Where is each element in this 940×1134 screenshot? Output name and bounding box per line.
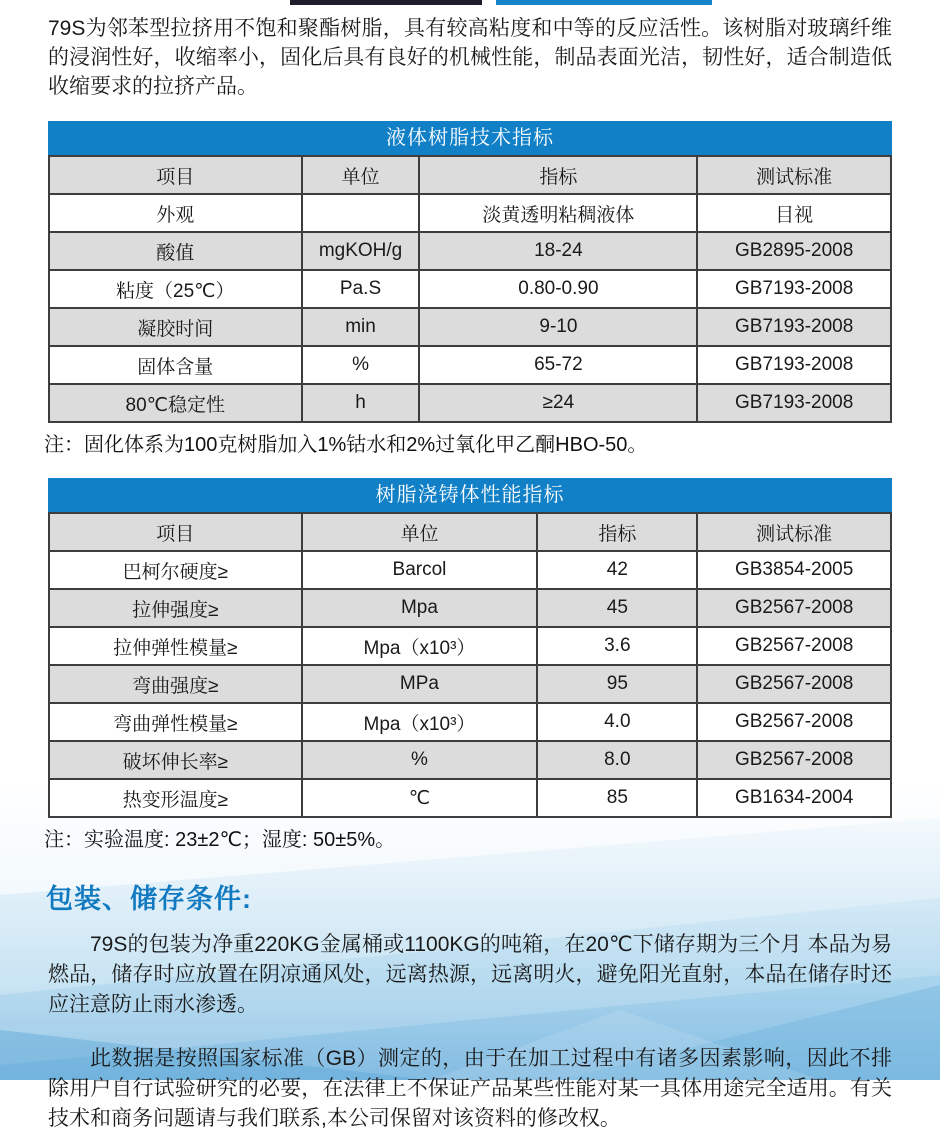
table-cell: 18-24	[419, 232, 697, 270]
column-header: 测试标准	[697, 513, 891, 551]
storage-paragraph-2: 此数据是按照国家标准（GB）测定的，由于在加工过程中有诸多因素影响，因此不排除用户自行试验研究的必要，在法律上不保证产品某些性能对某一具体用途完全适用。有关技术和商务问题请与我们联系,本公司保留对该资料的修改权。	[48, 1047, 892, 1130]
table-cell: 破坏伸长率≥	[49, 741, 302, 779]
table-cell: ≥24	[419, 384, 697, 422]
table-cell: 42	[537, 551, 697, 589]
table-cell: GB7193-2008	[697, 346, 891, 384]
table-cell: 弯曲弹性模量≥	[49, 703, 302, 741]
table-cell: 45	[537, 589, 697, 627]
header-row	[49, 156, 891, 194]
table-row	[49, 232, 891, 270]
table-cell: ℃	[302, 779, 538, 817]
liquid-resin-table-section	[48, 121, 892, 423]
table-cell: 热变形温度≥	[49, 779, 302, 817]
table-row	[49, 665, 891, 703]
table-cell: GB7193-2008	[697, 384, 891, 422]
table-cell: Barcol	[302, 551, 538, 589]
table-cell: Mpa（x10³）	[302, 703, 538, 741]
table-cell: 4.0	[537, 703, 697, 741]
table-cell: 拉伸弹性模量≥	[49, 627, 302, 665]
casting-performance-table	[48, 512, 892, 818]
column-header: 项目	[49, 156, 302, 194]
table-cell: 9-10	[419, 308, 697, 346]
table-cell: 巴柯尔硬度≥	[49, 551, 302, 589]
table-cell: Mpa（x10³）	[302, 627, 538, 665]
table-cell: 85	[537, 779, 697, 817]
storage-heading: 包装、储存条件:	[46, 884, 252, 914]
column-header: 指标	[419, 156, 697, 194]
table-cell: 80℃稳定性	[49, 384, 302, 422]
casting-performance-table-section	[48, 478, 892, 818]
table-cell: 0.80-0.90	[419, 270, 697, 308]
table-cell: GB2567-2008	[697, 589, 891, 627]
table-row	[49, 194, 891, 232]
header-row	[49, 513, 891, 551]
table-row	[49, 270, 891, 308]
table-cell: 淡黄透明粘稠液体	[419, 194, 697, 232]
table-cell: GB7193-2008	[697, 270, 891, 308]
storage-paragraph-1: 79S的包装为净重220KG金属桶或1100KG的吨箱，在20℃下储存期为三个月 本品为易燃品，储存时应放置在阴凉通风处，远离热源，远离明火，避免阳光直射，本品在储存时还应注意防止雨水渗透。	[48, 933, 892, 1016]
note-2: 注：实验温度: 23±2℃；湿度: 50±5%。	[44, 829, 396, 851]
table-row	[49, 384, 891, 422]
table-cell: GB3854-2005	[697, 551, 891, 589]
column-header: 项目	[49, 513, 302, 551]
table-row	[49, 779, 891, 817]
table-cell: %	[302, 741, 538, 779]
table-cell: 固体含量	[49, 346, 302, 384]
table-row	[49, 627, 891, 665]
note-1: 注：固化体系为100克树脂加入1%钴水和2%过氧化甲乙酮HBO-50。	[44, 434, 648, 456]
liquid-resin-table-title: 液体树脂技术指标	[48, 121, 892, 155]
table-cell: 目视	[697, 194, 891, 232]
table-cell: GB2567-2008	[697, 627, 891, 665]
table-row	[49, 703, 891, 741]
table-cell: 外观	[49, 194, 302, 232]
table-cell: GB2567-2008	[697, 703, 891, 741]
table-cell: GB7193-2008	[697, 308, 891, 346]
table-cell: 凝胶时间	[49, 308, 302, 346]
table-row	[49, 308, 891, 346]
table-row	[49, 741, 891, 779]
column-header: 测试标准	[697, 156, 891, 194]
table-cell: 酸值	[49, 232, 302, 270]
table-cell: Pa.S	[302, 270, 420, 308]
column-header: 单位	[302, 156, 420, 194]
table-cell: MPa	[302, 665, 538, 703]
casting-performance-table-title: 树脂浇铸体性能指标	[48, 478, 892, 512]
table-cell: GB1634-2004	[697, 779, 891, 817]
column-header: 单位	[302, 513, 538, 551]
table-cell: min	[302, 308, 420, 346]
table-cell: 拉伸强度≥	[49, 589, 302, 627]
table-cell: 粘度（25℃）	[49, 270, 302, 308]
table-cell: 95	[537, 665, 697, 703]
table-cell: h	[302, 384, 420, 422]
liquid-resin-table	[48, 155, 892, 423]
table-cell: GB2567-2008	[697, 741, 891, 779]
table-cell	[302, 194, 420, 232]
table-cell: %	[302, 346, 420, 384]
intro-paragraph: 79S为邻苯型拉挤用不饱和聚酯树脂，具有较高粘度和中等的反应活性。该树脂对玻璃纤维的浸润性好，收缩率小，固化后具有良好的机械性能，制品表面光洁，韧性好，适合制造低收缩要求的拉挤产品。	[48, 17, 892, 98]
table-row	[49, 589, 891, 627]
column-header: 指标	[537, 513, 697, 551]
table-cell: 65-72	[419, 346, 697, 384]
table-row	[49, 551, 891, 589]
table-row	[49, 346, 891, 384]
table-cell: 3.6	[537, 627, 697, 665]
table-cell: GB2895-2008	[697, 232, 891, 270]
table-cell: Mpa	[302, 589, 538, 627]
table-cell: GB2567-2008	[697, 665, 891, 703]
table-cell: 弯曲强度≥	[49, 665, 302, 703]
table-cell: mgKOH/g	[302, 232, 420, 270]
table-cell: 8.0	[537, 741, 697, 779]
